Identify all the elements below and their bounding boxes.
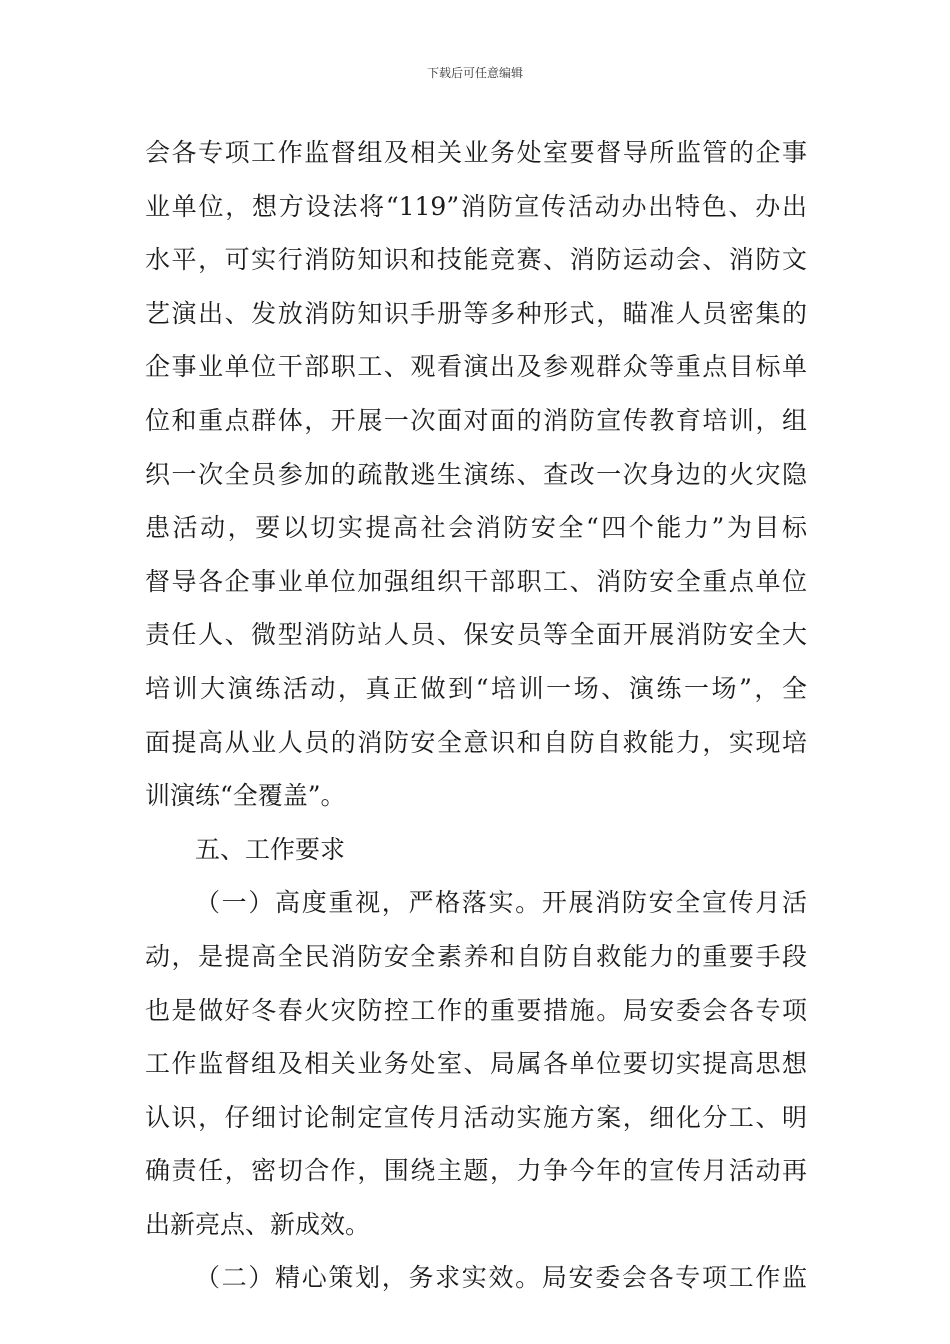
text-line: （二）精心策划，务求实效。局安委会各专项工作监	[195, 1263, 807, 1293]
text-line: 艺演出、发放消防知识手册等多种形式，瞄准人员密集的	[145, 298, 807, 328]
text-line: 认识，仔细讨论制定宣传月活动实施方案，细化分工、明	[145, 1102, 807, 1132]
text-line: 培训大演练活动，真正做到“培训一场、演练一场”，全	[145, 673, 807, 703]
text-line: （一）高度重视，严格落实。开展消防安全宣传月活	[195, 888, 807, 918]
text-line: 会各专项工作监督组及相关业务处室要督导所监管的企事	[145, 138, 807, 167]
text-line: 位和重点群体，开展一次面对面的消防宣传教育培训，组	[145, 405, 807, 435]
text-line: 患活动，要以切实提高社会消防安全“四个能力”为目标	[145, 513, 807, 543]
text-line: 督导各企事业单位加强组织干部职工、消防安全重点单位	[145, 566, 807, 596]
text-line: 动，是提高全民消防安全素养和自防自救能力的重要手段	[145, 941, 807, 971]
text-line: 水平，可实行消防知识和技能竞赛、消防运动会、消防文	[145, 245, 807, 275]
text-line: 出新亮点、新成效。	[145, 1209, 371, 1239]
text-line: 工作监督组及相关业务处室、局属各单位要切实提高思想	[145, 1049, 807, 1079]
text-line: 确责任，密切合作，围绕主题，力争今年的宣传月活动再	[145, 1156, 807, 1186]
page-header-note: 下载后可任意编辑	[426, 66, 523, 80]
text-line: 企事业单位干部职工、观看演出及参观群众等重点目标单	[145, 352, 807, 382]
text-line: 责任人、微型消防站人员、保安员等全面开展消防安全大	[145, 620, 807, 650]
text-line: 织一次全员参加的疏散逃生演练、查改一次身边的火灾隐	[145, 459, 807, 489]
text-line: 面提高从业人员的消防安全意识和自防自救能力，实现培	[145, 727, 807, 757]
text-line: 业单位，想方设法将“119”消防宣传活动办出特色、办出	[145, 191, 807, 221]
document-body	[145, 126, 807, 1305]
section-heading: 五、工作要求	[195, 834, 346, 864]
text-line: 也是做好冬春火灾防控工作的重要措施。局安委会各专项	[145, 995, 807, 1025]
text-line: 训演练“全覆盖”。	[145, 781, 346, 811]
